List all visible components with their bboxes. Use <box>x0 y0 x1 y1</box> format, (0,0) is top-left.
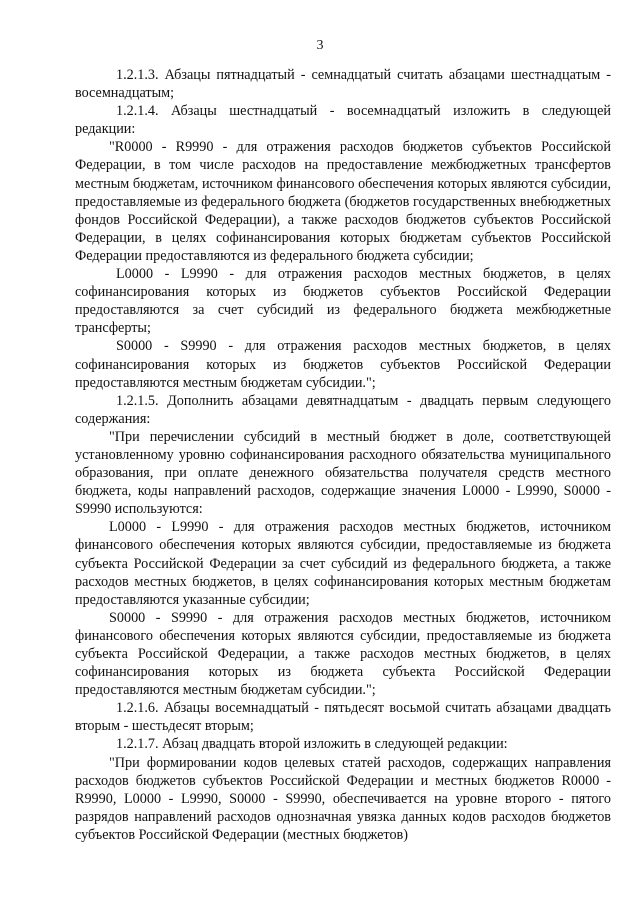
paragraph: "При формировании кодов целевых статей расходов, содержащих направления расходов бюджетов субъектов Российской Федерации и местных бюджетов R0000 - R9990, L0000 - L9990, S0000 - S9990, обеспечивается на уровне второго - пятого разрядов направлений расходов однозначная увязка данных кодов расходов бюджетов субъектов Российской Федерации (местных бюджетов) <box>75 754 611 843</box>
paragraph: "При перечислении субсидий в местный бюджет в доле, соответствующей установленному уровню софинансирования расходного обязательства муниципального образования, при оплате денежного обязательства получателя средств местного бюджета, коды направлений расходов, содержащие значения L0000 - L9990, S0000 - S9990 используются: <box>75 428 611 518</box>
paragraph: L0000 - L9990 - для отражения расходов местных бюджетов, в целях софинансирования которых из бюджетов субъектов Российской Федерации предоставляются за счет субсидий из федерального бюджета межбюджетные трансферты; <box>75 266 611 337</box>
paragraph: 1.2.1.5. Дополнить абзацами девятнадцатым - двадцать первым следующего содержания: <box>75 392 611 427</box>
paragraph: 1.2.1.4. Абзацы шестнадцатый - восемнадцатый изложить в следующей редакции: <box>75 103 611 138</box>
paragraph: "R0000 - R9990 - для отражения расходов бюджетов субъектов Российской Федерации, в том числе расходов на предоставление межбюджетных трансфертов местным бюджетам, источником финансового обеспечения которых являются субсидии, предоставляемые из федерального бюджета (бюджетов государственных внебюджетных фондов Российской Федерации), а также расходов бюджетов субъектов Российской Федерации, в целях софинансирования которых бюджетам субъектов Российской Федерации предоставляются из федерального бюджета субсидии; <box>75 139 611 264</box>
paragraph: 1.2.1.6. Абзацы восемнадцатый - пятьдесят восьмой считать абзацами двадцать вторым - шестьдесят вторым; <box>75 700 611 735</box>
paragraph: S0000 - S9990 - для отражения расходов местных бюджетов, источником финансового обеспечения которых являются субсидии, предоставляемые из бюджета субъекта Российской Федерации, а также расходов местных бюджетов, в целях софинансирования которых из бюджета субъекта Российской Федерации предоставляются местным бюджетам субсидии."; <box>75 609 611 699</box>
paragraph: L0000 - L9990 - для отражения расходов местных бюджетов, источником финансового обеспечения которых являются субсидии, предоставляемые из бюджета субъекта Российской Федерации за счет субсидий из федерального бюджета, а также расходов местных бюджетов, в целях софинансирования которых местным бюджетам предоставляются указанные субсидии; <box>75 519 611 608</box>
paragraph: S0000 - S9990 - для отражения расходов местных бюджетов, в целях софинансирования которых из бюджетов субъектов Российской Федерации предоставляются местным бюджетам субсидии."; <box>75 338 611 391</box>
page-number: 3 <box>316 38 324 53</box>
paragraph: 1.2.1.7. Абзац двадцать второй изложить в следующей редакции: <box>116 736 508 753</box>
document-body <box>75 66 611 844</box>
paragraph: 1.2.1.3. Абзацы пятнадцатый - семнадцатый считать абзацами шестнадцатым - восемнадцатым; <box>75 67 611 102</box>
